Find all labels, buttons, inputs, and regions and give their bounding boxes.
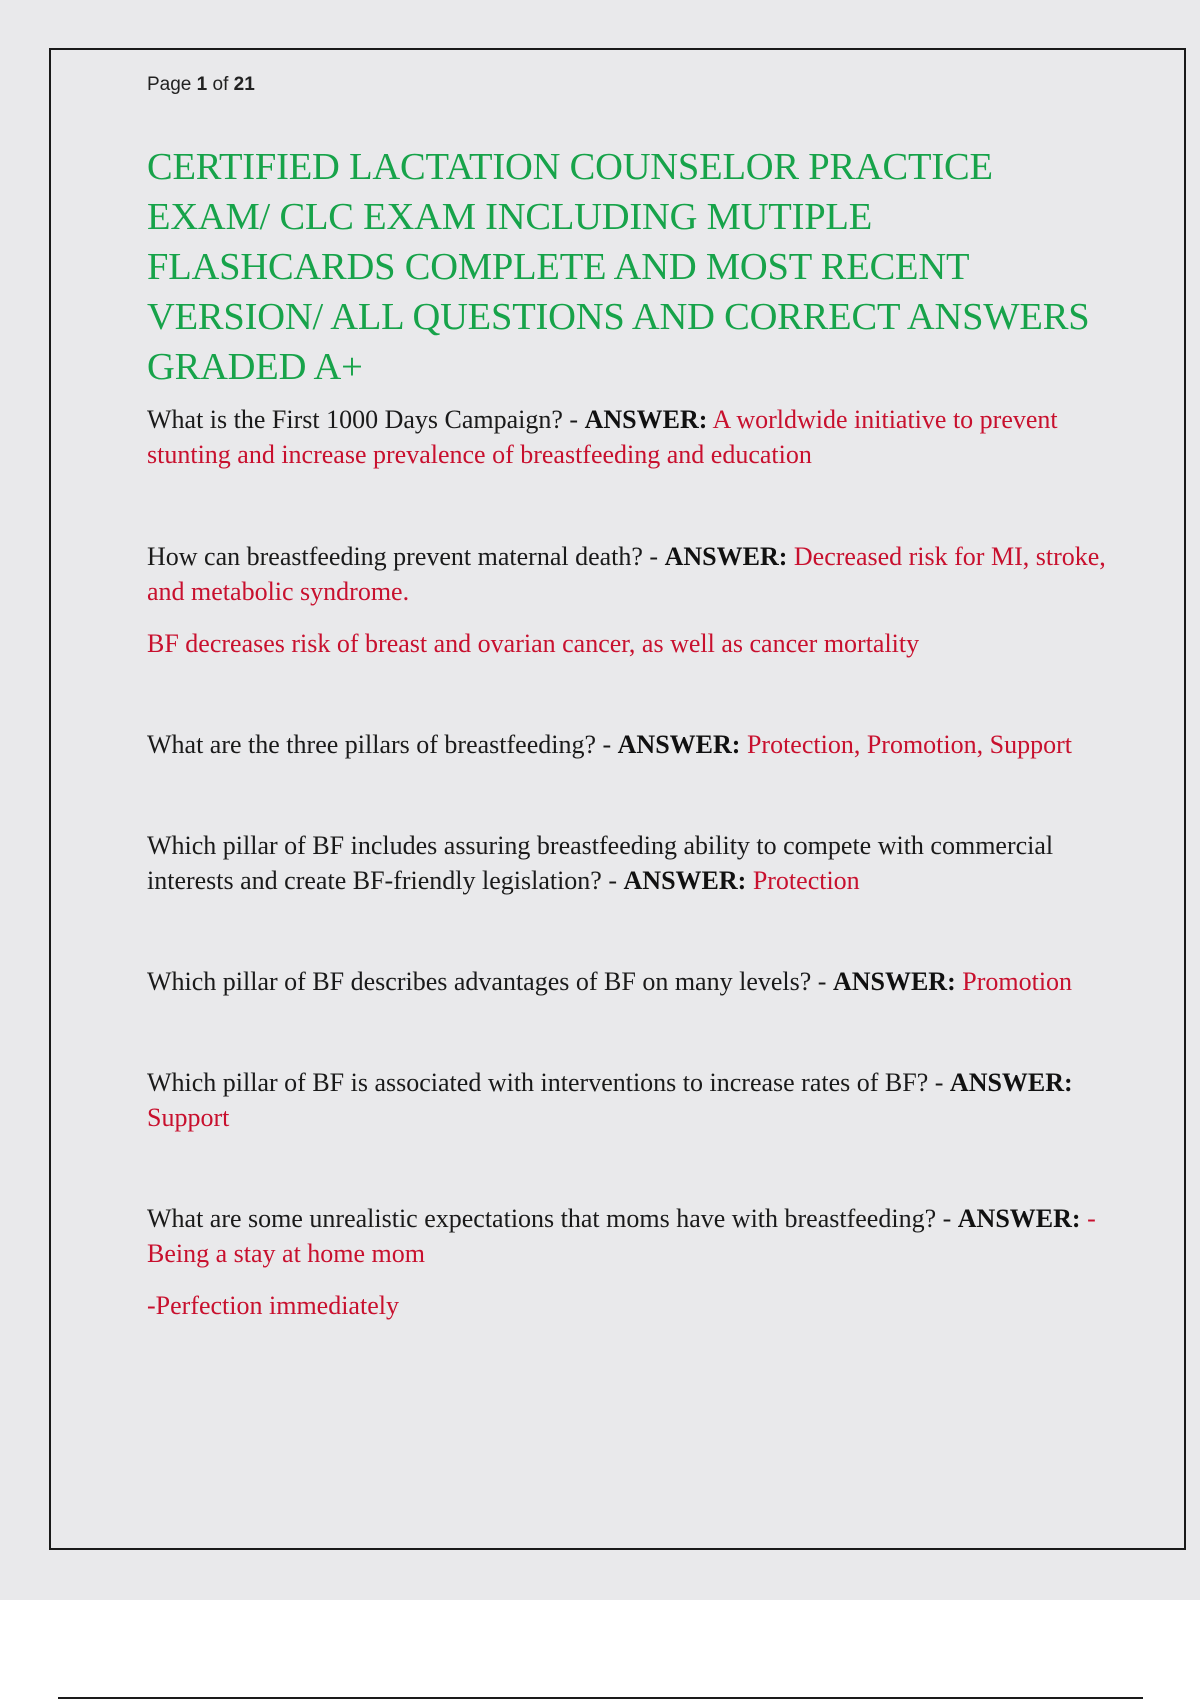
answer-label: ANSWER: [623,866,747,895]
answer-label: ANSWER: [617,730,741,759]
answer-label: ANSWER: [957,1204,1081,1233]
answer-label: ANSWER: [664,542,788,571]
document-title: CERTIFIED LACTATION COUNSELOR PRACTICE EXAM/ CLC EXAM INCLUDING MUTIPLE FLASHCARDS COMPLETE AND MOST RECENT VERSION/ ALL QUESTIONS AND CORRECT ANSWERS GRADED A+ [147,146,1090,388]
answer-text: Promotion [962,967,1073,996]
question-text: Which pillar of BF describes advantages of BF on many levels? - ANSWER: Promotion [147,967,1073,996]
answer-text: Protection [752,866,860,895]
answer-text: A worldwide initiative to prevent stunting and increase prevalence of breastfeeding and education [147,405,1058,469]
answer-label: ANSWER: [584,405,708,434]
answer-text: Decreased risk for MI, stroke, and metabolic syndrome. [147,542,1106,606]
question-text: Which pillar of BF is associated with interventions to increase rates of BF? - ANSWER: Support [147,1068,1073,1132]
qa-item [147,539,1107,661]
question-text: How can breastfeeding prevent maternal death? - ANSWER: Decreased risk for MI, stroke, and metabolic syndrome. [147,542,1106,606]
question-text: What is the First 1000 Days Campaign? - ANSWER: A worldwide initiative to prevent stunting and increase prevalence of breastfeeding and education [147,405,1058,469]
qa-item [147,1201,1107,1323]
current-page: 1 [196,74,208,95]
question-text: Which pillar of BF includes assuring breastfeeding ability to compete with commercial interests and create BF-friendly legislation? - ANSWER: Protection [147,831,1054,895]
answer-label: ANSWER: [949,1068,1073,1097]
question-text: What are some unrealistic expectations that moms have with breastfeeding? - ANSWER: -Being a stay at home mom [147,1204,1096,1268]
answer-text: Protection, Promotion, Support [746,730,1072,759]
qa-item [147,402,1107,472]
total-pages: 21 [233,74,255,95]
answer-text: Support [147,1103,230,1132]
answer-text: -Being a stay at home mom [147,1204,1096,1268]
document-page [49,48,1186,1550]
qa-item [147,1065,1107,1135]
qa-item [147,828,1107,898]
qa-item [147,727,1107,762]
page-content [147,142,1107,1323]
answer-extra-text: BF decreases risk of breast and ovarian cancer, as well as cancer mortality [147,629,920,658]
page-divider [58,1697,1143,1699]
answer-label: ANSWER: [832,967,956,996]
answer-extra-text: -Perfection immediately [147,1291,399,1320]
qa-item [147,964,1107,999]
page-number: Page 1 of 21 [147,74,255,95]
question-text: What are the three pillars of breastfeeding? - ANSWER: Protection, Promotion, Support [147,730,1072,759]
